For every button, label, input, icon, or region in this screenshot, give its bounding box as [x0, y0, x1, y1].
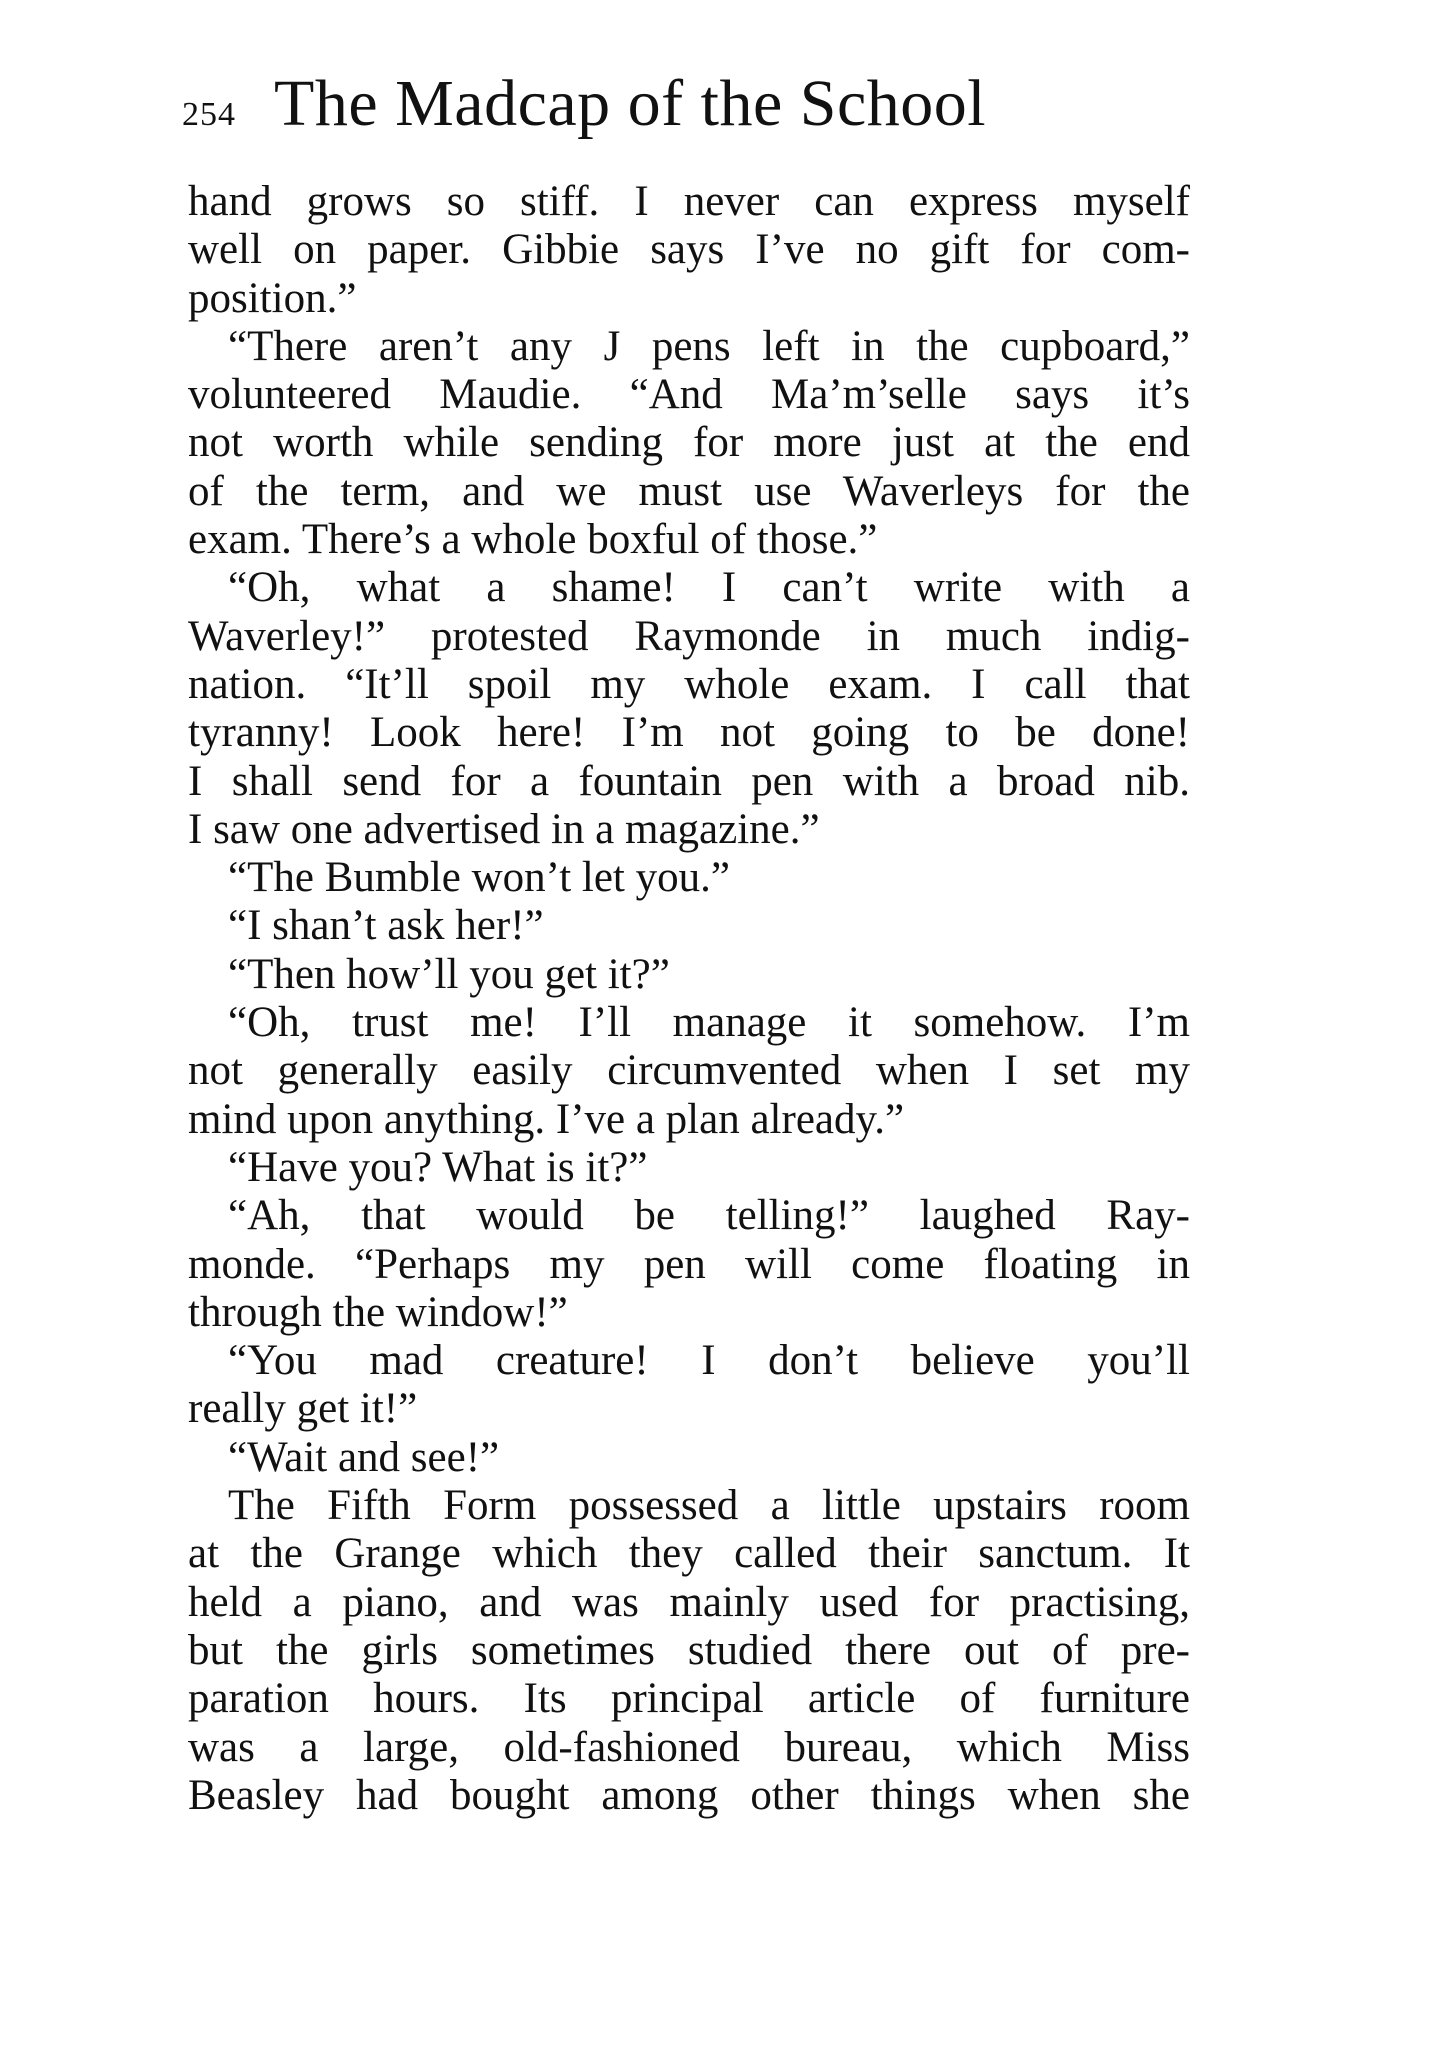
text-line: held a piano, and was mainly used for practising,	[188, 1578, 1190, 1626]
text-line: paration hours. Its principal article of furniture	[188, 1675, 1190, 1723]
text-line: “Wait and see!”	[228, 1433, 500, 1481]
text-line: I shall send for a fountain pen with a broad nib.	[188, 757, 1190, 805]
text-line: but the girls sometimes studied there out of pre-	[188, 1626, 1190, 1674]
text-line: position.”	[188, 274, 357, 322]
text-line: exam. There’s a whole boxful of those.”	[188, 516, 878, 564]
running-title: The Madcap of the School	[274, 67, 987, 140]
text-line: “There aren’t any J pens left in the cupboard,”	[228, 322, 1190, 370]
text-line: well on paper. Gibbie says I’ve no gift for com-	[188, 226, 1190, 274]
text-line: through the window!”	[188, 1288, 568, 1336]
text-line: was a large, old-fashioned bureau, which Miss	[188, 1723, 1190, 1771]
page-header	[182, 66, 1182, 156]
text-line: not generally easily circumvented when I set my	[188, 1047, 1190, 1095]
text-line: really get it!”	[188, 1385, 418, 1433]
text-line: hand grows so stiff. I never can express myself	[188, 178, 1190, 225]
text-line: tyranny! Look here! I’m not going to be done!	[188, 709, 1190, 757]
text-line: “Have you? What is it?”	[228, 1143, 648, 1191]
text-line: “Oh, what a shame! I can’t write with a	[228, 564, 1190, 612]
text-line: “The Bumble won’t let you.”	[228, 854, 730, 902]
text-line: The Fifth Form possessed a little upstairs room	[228, 1482, 1190, 1530]
text-line: at the Grange which they called their sanctum. It	[188, 1530, 1190, 1578]
text-line: Waverley!” protested Raymonde in much indig-	[188, 612, 1190, 660]
text-line: mind upon anything. I’ve a plan already.”	[188, 1095, 905, 1143]
text-line: “Ah, that would be telling!” laughed Ray-	[228, 1192, 1190, 1240]
body-text	[188, 178, 1190, 1820]
text-line: of the term, and we must use Waverleys for the	[188, 467, 1190, 515]
text-line: not worth while sending for more just at the end	[188, 419, 1190, 467]
text-line: “Then how’ll you get it?”	[228, 950, 670, 998]
text-line: Beasley had bought among other things when she	[188, 1771, 1190, 1819]
text-line: I saw one advertised in a magazine.”	[188, 805, 820, 853]
text-line: nation. “It’ll spoil my whole exam. I call that	[188, 660, 1190, 708]
text-line: “Oh, trust me! I’ll manage it somehow. I’m	[228, 999, 1190, 1047]
text-line: volunteered Maudie. “And Ma’m’selle says it’s	[188, 371, 1190, 419]
text-line: “I shan’t ask her!”	[228, 902, 544, 950]
text-line: monde. “Perhaps my pen will come floating in	[188, 1240, 1190, 1288]
page-number: 254	[182, 96, 236, 133]
text-line: “You mad creature! I don’t believe you’ll	[228, 1337, 1190, 1385]
